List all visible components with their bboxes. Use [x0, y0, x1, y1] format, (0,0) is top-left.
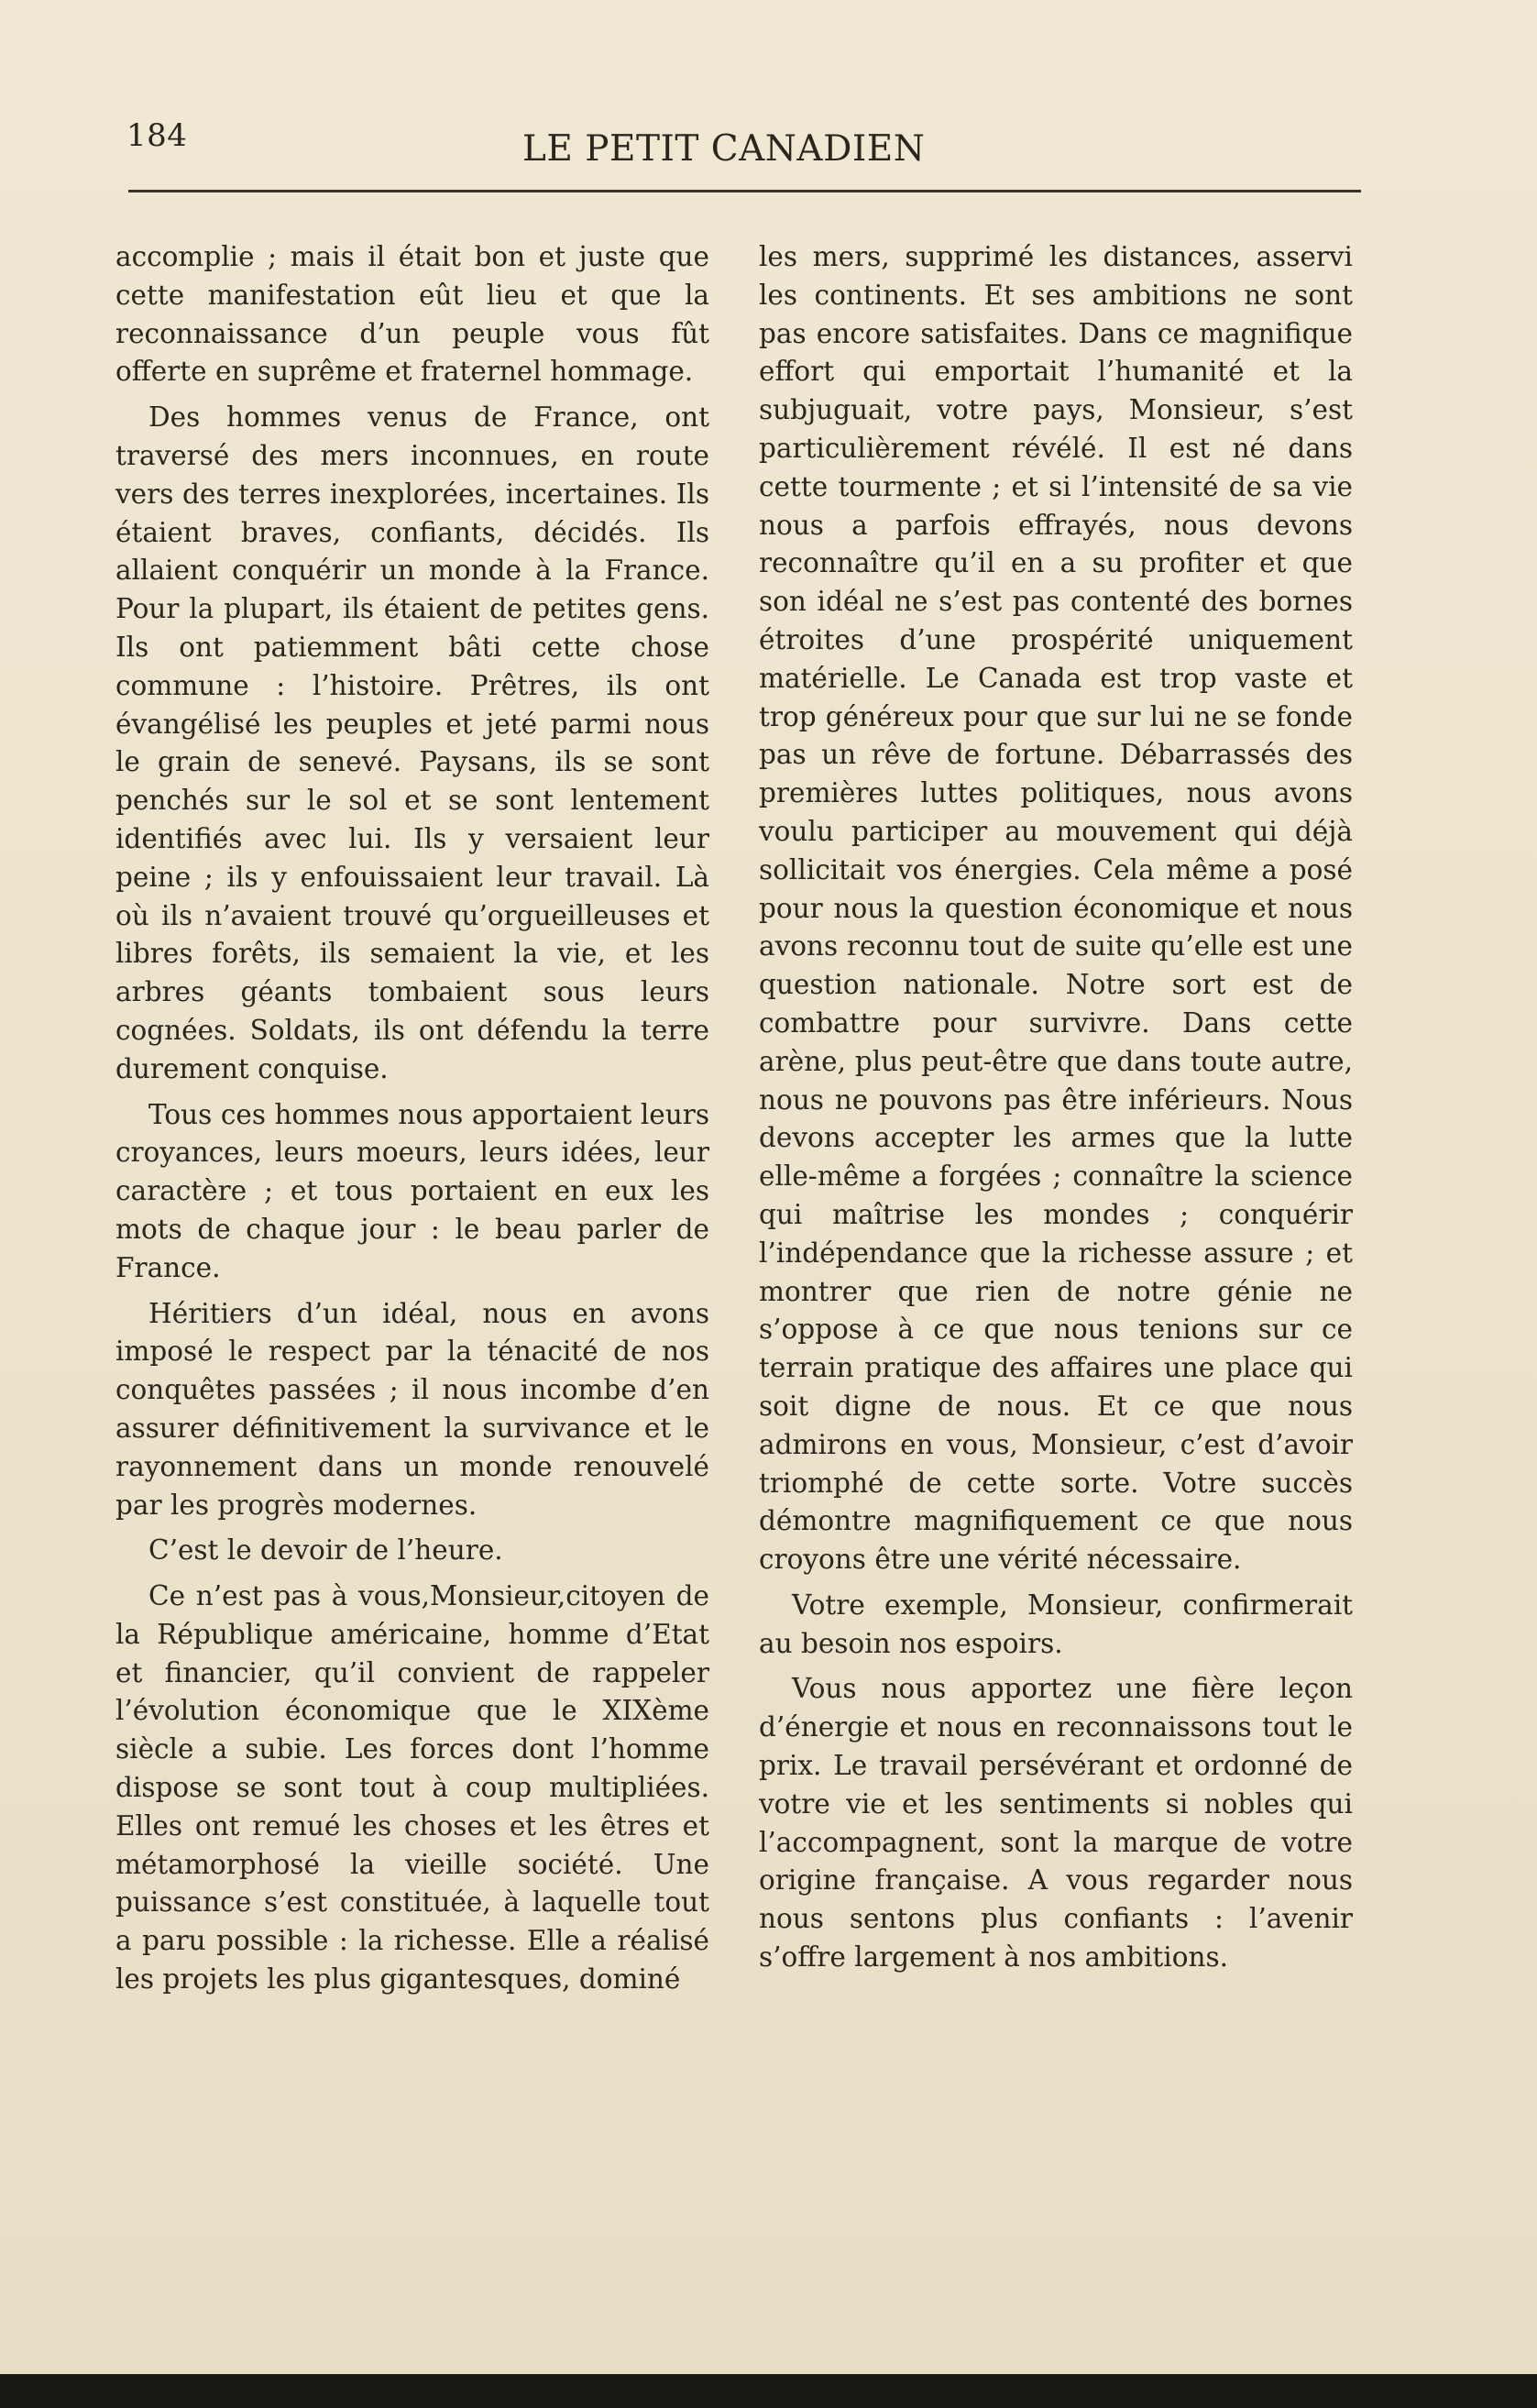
- paragraph: Votre exemple, Monsieur, confirmerait au besoin nos espoirs.: [759, 1589, 1353, 1659]
- paragraph: Tous ces hommes nous apportaient leurs croyances, leurs moeurs, leurs idées, leur caractère ; et tous portaient en eux les mots de chaque jour : le beau parler de France.: [115, 1098, 709, 1283]
- paragraph: accomplie ; mais il était bon et juste que cette manifestation eût lieu et que la reconnaissance d’un peuple vous fût offerte en suprême et fraternel hommage.: [115, 241, 709, 388]
- left-column: [115, 238, 709, 2007]
- running-head-title: LE PETIT CANADIEN: [522, 128, 926, 170]
- paragraph: les mers, supprimé les distances, asservi les continents. Et ses ambitions ne sont pas encore satisfaites. Dans ce magnifique effort qui emportait l’humanité et la subjuguait, votre pays, Monsieur, s’est particulièrement révélé. Il est né dans cette tourmente ; et si l’intensité de sa vie nous a parfois effrayés, nous devons reconnaître qu’il en a su profiter et que son idéal ne s’est pas contenté des bornes étroites d’une prospérité uniquement matérielle. Le Canada est trop vaste et trop généreux pour que sur lui ne se fonde pas un rêve de fortune. Débarrassés des premières luttes politiques, nous avons voulu participer au mouvement qui déjà sollicitait vos énergies. Cela même a posé pour nous la question économique et nous avons reconnu tout de suite qu’elle est une question nationale. Notre sort est de combattre pour survivre. Dans cette arène, plus peut-être que dans toute autre, nous ne pouvons pas être inférieurs. Nous devons accepter les armes que la lutte elle-même a forgées ; connaître la science qui maîtrise les mondes ; conquérir l’indépendance que la richesse assure ; et montrer que rien de notre génie ne s’oppose à ce que nous tenions sur ce terrain pratique des affaires une place qui soit digne de nous. Et ce que nous admirons en vous, Monsieur, c’est d’avoir triomphé de cette sorte. Votre succès démontre magnifiquement ce que nous croyons être une vérité nécessaire.: [759, 241, 1353, 1576]
- header-rule: [128, 190, 1361, 192]
- right-column: [759, 238, 1353, 1985]
- paragraph: C’est le devoir de l’heure.: [148, 1534, 503, 1567]
- paragraph: Vous nous apportez une fière leçon d’énergie et nous en reconnaissons tout le prix. Le travail persévérant et ordonné de votre vie et les sentiments si nobles qui l’accompagnent, sont la marque de votre origine française. A vous regarder nous nous sentons plus confiants : l’avenir s’offre largement à nos ambitions.: [759, 1673, 1353, 1974]
- paragraph: Des hommes venus de France, ont traversé des mers inconnues, en route vers des terres inexplorées, incertaines. Ils étaient braves, confiants, décidés. Ils allaient conquérir un monde à la France. Pour la plupart, ils étaient de petites gens. Ils ont patiemment bâti cette chose commune : l’histoire. Prêtres, ils ont évangélisé les peuples et jeté parmi nous le grain de senevé. Paysans, ils se sont penchés sur le sol et se sont lentement identifiés avec lui. Ils y versaient leur peine ; ils y enfouissaient leur travail. Là où ils n’avaient trouvé qu’orgueilleuses et libres forêts, ils semaient la vie, et les arbres géants tombaient sous leurs cognées. Soldats, ils ont défendu la terre durement conquise.: [115, 401, 709, 1084]
- page-number: 184: [126, 117, 188, 154]
- paragraph: Héritiers d’un idéal, nous en avons imposé le respect par la ténacité de nos conquêtes passées ; il nous incombe d’en assurer définitivement la survivance et le rayonnement dans un monde renouvelé par les progrès modernes.: [115, 1297, 709, 1521]
- scan-bottom-edge: [0, 2374, 1537, 2408]
- paragraph: Ce n’est pas à vous,Monsieur,citoyen de la République américaine, homme d’Etat et financier, qu’il convient de rappeler l’évolution économique que le XIXème siècle a subie. Les forces dont l’homme dispose se sont tout à coup multipliées. Elles ont remué les choses et les êtres et métamorphosé la vieille société. Une puissance s’est constituée, à laquelle tout a paru possible : la richesse. Elle a réalisé les projets les plus gigantesques, dominé: [115, 1580, 709, 1996]
